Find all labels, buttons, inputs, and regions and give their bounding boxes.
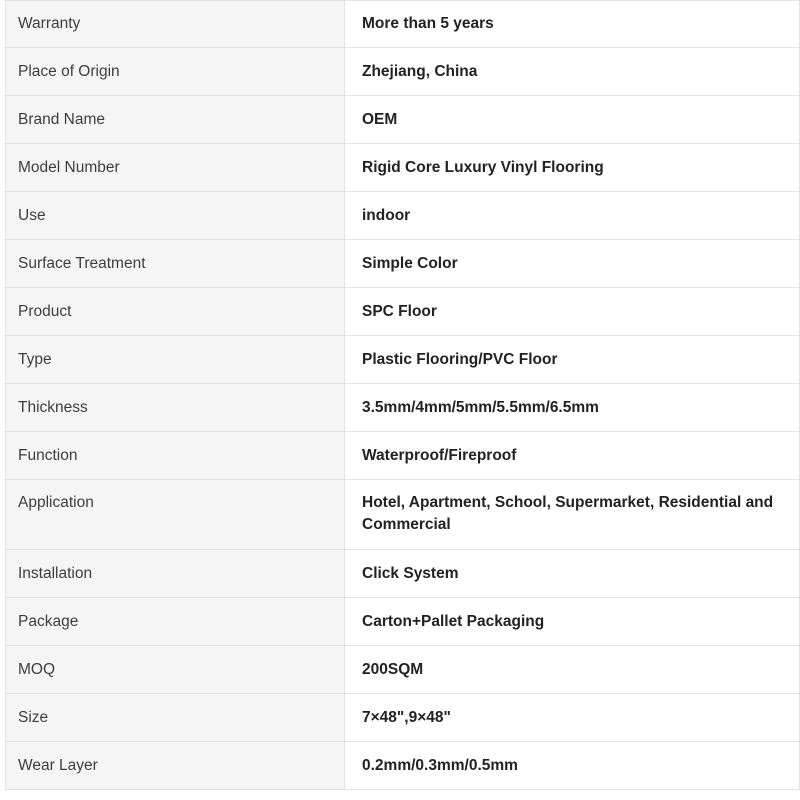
spec-key: Product bbox=[6, 288, 345, 336]
spec-key: Warranty bbox=[6, 1, 345, 48]
spec-value: Zhejiang, China bbox=[345, 48, 800, 96]
table-row bbox=[6, 144, 800, 192]
spec-value: More than 5 years bbox=[345, 1, 800, 48]
spec-value: SPC Floor bbox=[345, 288, 800, 336]
table-row bbox=[6, 742, 800, 790]
spec-key: MOQ bbox=[6, 646, 345, 694]
spec-value: Plastic Flooring/PVC Floor bbox=[345, 336, 800, 384]
table-row bbox=[6, 192, 800, 240]
spec-key: Model Number bbox=[6, 144, 345, 192]
specifications-table bbox=[5, 0, 800, 790]
table-row bbox=[6, 646, 800, 694]
spec-key: Brand Name bbox=[6, 96, 345, 144]
table-row bbox=[6, 288, 800, 336]
table-row bbox=[6, 550, 800, 598]
spec-key: Thickness bbox=[6, 384, 345, 432]
spec-value: indoor bbox=[345, 192, 800, 240]
table-row bbox=[6, 384, 800, 432]
spec-key: Place of Origin bbox=[6, 48, 345, 96]
table-row bbox=[6, 336, 800, 384]
table-row bbox=[6, 432, 800, 480]
spec-value: 3.5mm/4mm/5mm/5.5mm/6.5mm bbox=[345, 384, 800, 432]
spec-key: Size bbox=[6, 694, 345, 742]
spec-key: Surface Treatment bbox=[6, 240, 345, 288]
spec-key: Installation bbox=[6, 550, 345, 598]
spec-key: Wear Layer bbox=[6, 742, 345, 790]
spec-value: 200SQM bbox=[345, 646, 800, 694]
spec-key: Type bbox=[6, 336, 345, 384]
spec-value: 7×48",9×48" bbox=[345, 694, 800, 742]
spec-value: Rigid Core Luxury Vinyl Flooring bbox=[345, 144, 800, 192]
table-row bbox=[6, 598, 800, 646]
spec-value: Hotel, Apartment, School, Supermarket, Residential and Commercial bbox=[345, 480, 800, 550]
spec-key: Application bbox=[6, 480, 345, 550]
spec-key: Function bbox=[6, 432, 345, 480]
table-row bbox=[6, 694, 800, 742]
spec-key: Use bbox=[6, 192, 345, 240]
spec-value: Waterproof/Fireproof bbox=[345, 432, 800, 480]
spec-value: Simple Color bbox=[345, 240, 800, 288]
spec-value: 0.2mm/0.3mm/0.5mm bbox=[345, 742, 800, 790]
spec-value: Click System bbox=[345, 550, 800, 598]
spec-value: OEM bbox=[345, 96, 800, 144]
table-row bbox=[6, 240, 800, 288]
table-row bbox=[6, 480, 800, 550]
table-row bbox=[6, 1, 800, 48]
table-row bbox=[6, 48, 800, 96]
table-row bbox=[6, 96, 800, 144]
spec-value: Carton+Pallet Packaging bbox=[345, 598, 800, 646]
spec-key: Package bbox=[6, 598, 345, 646]
